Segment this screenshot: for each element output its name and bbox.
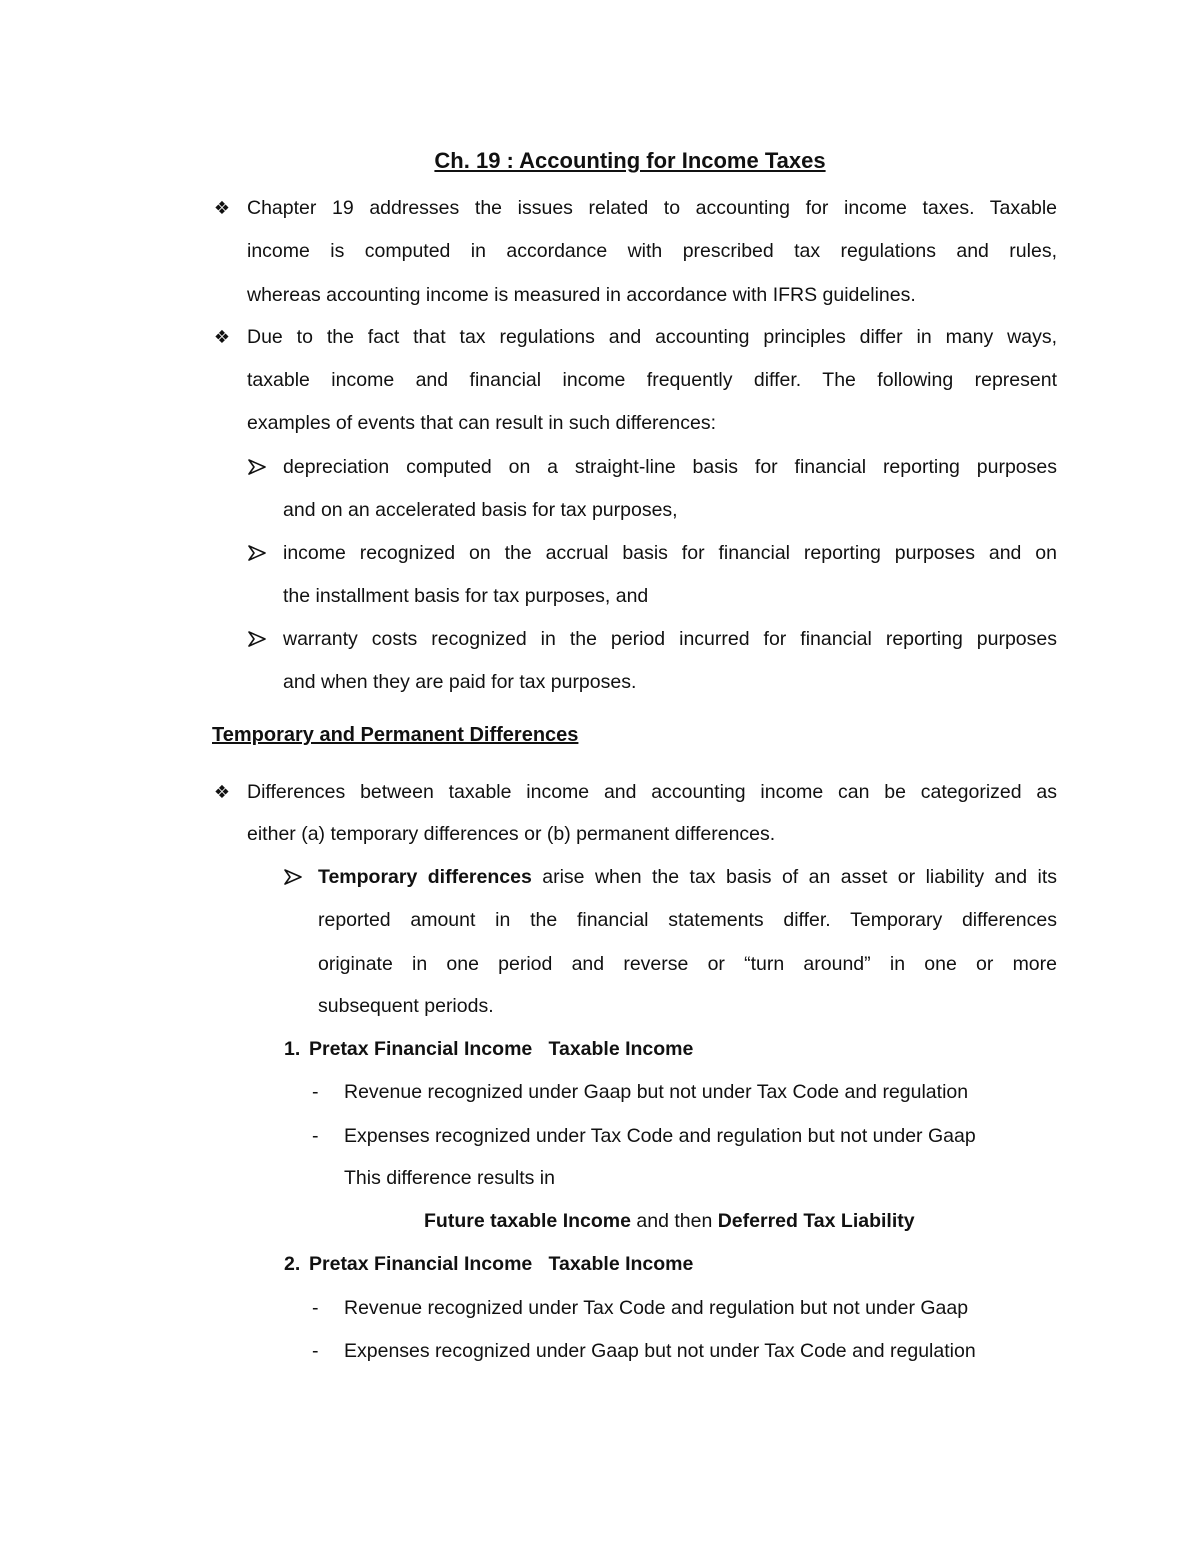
arrowhead-bullet-icon xyxy=(282,865,304,889)
paragraph-line: either (a) temporary differences or (b) permanent differences. xyxy=(247,823,776,845)
paragraph-line: taxable income and financial income frequently differ. The following represent xyxy=(247,369,1057,391)
arrowhead-bullet-icon xyxy=(246,627,268,651)
paragraph-line: Differences between taxable income and accounting income can be categorized as xyxy=(247,781,1057,803)
temporary-differences-term: Temporary differences xyxy=(318,866,532,888)
case-heading: Pretax Financial Income Taxable Income xyxy=(309,1038,694,1060)
dash-bullet: - xyxy=(312,1081,319,1103)
paragraph-line: income is computed in accordance with prescribed tax regulations and rules, xyxy=(247,240,1057,262)
paragraph-line: reported amount in the financial statements differ. Temporary differences xyxy=(318,909,1057,931)
paragraph-line: examples of events that can result in such differences: xyxy=(247,412,716,434)
paragraph-line: Chapter 19 addresses the issues related to accounting for income taxes. Taxable xyxy=(247,197,1057,219)
dash-bullet: - xyxy=(312,1297,319,1319)
paragraph-line: originate in one period and reverse or “turn around” in one or more xyxy=(318,953,1057,975)
dash-bullet: - xyxy=(312,1340,319,1362)
case-number: 2. xyxy=(284,1253,301,1275)
list-item: Expenses recognized under Gaap but not under Tax Code and regulation xyxy=(344,1340,976,1362)
dash-bullet: - xyxy=(312,1125,319,1147)
four-diamond-bullet-icon: ❖ xyxy=(213,781,231,802)
arrowhead-bullet-icon xyxy=(246,455,268,479)
result-statement: Future taxable Income and then Deferred Tax Liability xyxy=(424,1210,915,1232)
arrowhead-bullet-icon xyxy=(246,541,268,565)
result-intro: This difference results in xyxy=(344,1167,555,1189)
list-item: Expenses recognized under Tax Code and regulation but not under Gaap xyxy=(344,1125,976,1147)
example-line: and when they are paid for tax purposes. xyxy=(283,671,637,693)
temporary-differences-definition-line: Temporary differences arise when the tax basis of an asset or liability and its xyxy=(318,866,1057,888)
paragraph-line: subsequent periods. xyxy=(318,995,494,1017)
list-item: Revenue recognized under Tax Code and regulation but not under Gaap xyxy=(344,1297,969,1319)
four-diamond-bullet-icon: ❖ xyxy=(213,197,231,218)
list-item: Revenue recognized under Gaap but not under Tax Code and regulation xyxy=(344,1081,969,1103)
section-heading: Temporary and Permanent Differences xyxy=(212,724,579,746)
paragraph-line: Due to the fact that tax regulations and accounting principles differ in many ways, xyxy=(247,326,1057,348)
example-line: depreciation computed on a straight-line basis for financial reporting purposes xyxy=(283,456,1057,478)
example-line: warranty costs recognized in the period incurred for financial reporting purposes xyxy=(283,628,1057,650)
case-number: 1. xyxy=(284,1038,301,1060)
four-diamond-bullet-icon: ❖ xyxy=(213,326,231,347)
page-title: Ch. 19 : Accounting for Income Taxes xyxy=(434,148,826,173)
paragraph-line: whereas accounting income is measured in accordance with IFRS guidelines. xyxy=(247,284,916,306)
example-line: income recognized on the accrual basis for financial reporting purposes and on xyxy=(283,542,1057,564)
case-heading: Pretax Financial Income Taxable Income xyxy=(309,1253,694,1275)
example-line: and on an accelerated basis for tax purposes, xyxy=(283,499,678,521)
example-line: the installment basis for tax purposes, and xyxy=(283,585,649,607)
